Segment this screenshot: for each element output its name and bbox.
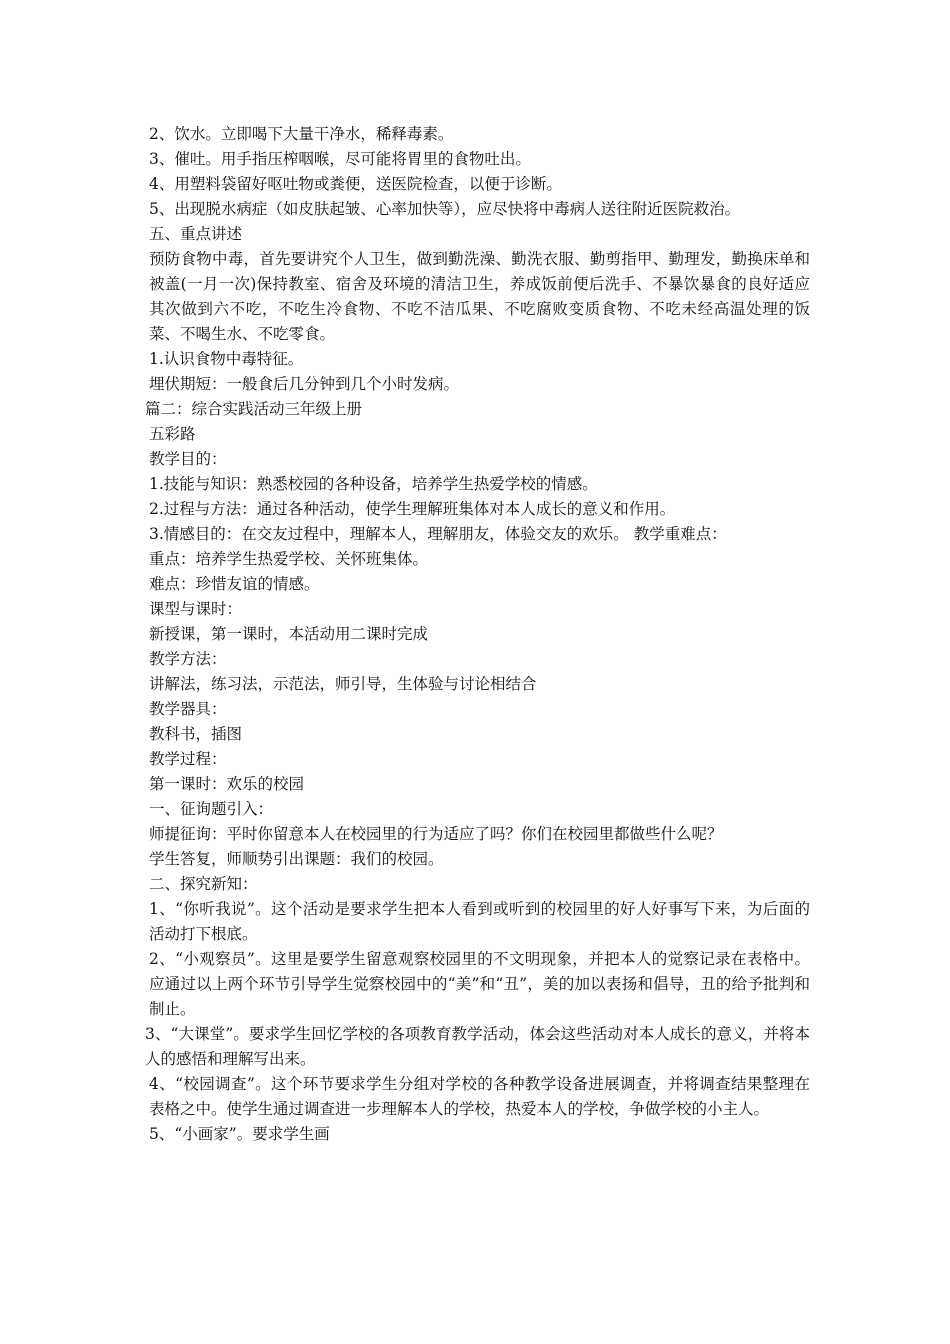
paragraph: 1.认识食物中毒特征。 [149, 350, 304, 368]
paragraph: 教学器具： [149, 700, 227, 718]
paragraph: 讲解法，练习法，示范法，师引导，生体验与讨论相结合 [149, 675, 537, 693]
document-body [145, 122, 810, 1147]
paragraph: 篇二：综合实践活动三年级上册 [145, 400, 363, 418]
paragraph: 2.过程与方法：通过各种活动，使学生理解班集体对本人成长的意义和作用。 [149, 500, 676, 518]
paragraph: 5、出现脱水病症（如皮肤起皱、心率加快等），应尽快将中毒病人送往附近医院救治。 [149, 200, 741, 218]
paragraph: 第一课时：欢乐的校园 [149, 775, 305, 793]
paragraph: 学生答复，师顺势引出课题：我们的校园。 [149, 850, 444, 868]
paragraph: 教科书，插图 [149, 725, 243, 743]
paragraph: 3、催吐。用手指压榨咽喉，尽可能将胃里的食物吐出。 [149, 150, 531, 168]
paragraph: 教学过程： [149, 750, 227, 768]
paragraph: 4、用塑料袋留好呕吐物或粪便，送医院检查，以便于诊断。 [149, 175, 562, 193]
paragraph: 师提征询：平时你留意本人在校园里的行为适应了吗？你们在校园里都做些什么呢？ [149, 825, 723, 843]
paragraph: 5、“小画家”。要求学生画 [149, 1125, 330, 1143]
paragraph: 1、“你听我说”。这个活动是要求学生把本人看到或听到的校园里的好人好事写下来，为后面的活动打下根底。 [149, 900, 810, 943]
paragraph: 4、“校园调查”。这个环节要求学生分组对学校的各种教学设备进展调查，并将调查结果整理在表格之中。使学生通过调查进一步理解本人的学校，热爱本人的学校，争做学校的小主人。 [149, 1075, 810, 1118]
paragraph: 2、“小观察员”。这里是要学生留意观察校园里的不文明现象，并把本人的觉察记录在表格中。应通过以上两个环节引导学生觉察校园中的“美”和“丑”，美的加以表扬和倡导，丑的给予批判和制止。 [149, 950, 810, 1018]
paragraph: 五、重点讲述 [149, 225, 243, 243]
paragraph: 3.情感目的：在交友过程中，理解本人，理解朋友，体验交友的欢乐。 教学重难点： [149, 525, 727, 543]
paragraph: 一、征询题引入： [149, 800, 274, 818]
paragraph: 难点：珍惜友谊的情感。 [149, 575, 320, 593]
paragraph: 五彩路 [149, 425, 196, 443]
paragraph: 重点：培养学生热爱学校、关怀班集体。 [149, 550, 429, 568]
paragraph: 教学目的： [149, 450, 227, 468]
paragraph: 埋伏期短：一般食后几分钟到几个小时发病。 [149, 375, 460, 393]
paragraph: 课型与课时： [149, 600, 243, 618]
paragraph: 教学方法： [149, 650, 227, 668]
paragraph: 预防食物中毒，首先要讲究个人卫生，做到勤洗澡、勤洗衣服、勤剪指甲、勤理发，勤换床单和被盖(一月一次)保持教室、宿舍及环境的清洁卫生，养成饭前便后洗手、不暴饮暴食的良好适应其次做到六不吃，不吃生冷食物、不吃不洁瓜果、不吃腐败变质食物、不吃未经高温处理的饭菜、不喝生水、不吃零食。 [149, 250, 810, 343]
paragraph: 3、“大课堂”。要求学生回忆学校的各项教育教学活动，体会这些活动对本人成长的意义，并将本人的感悟和理解写出来。 [145, 1025, 810, 1068]
paragraph: 新授课，第一课时，本活动用二课时完成 [149, 625, 429, 643]
paragraph: 1.技能与知识：熟悉校园的各种设备，培养学生热爱学校的情感。 [149, 475, 598, 493]
paragraph: 2、饮水。立即喝下大量干净水，稀释毒素。 [149, 125, 454, 143]
paragraph: 二、探究新知： [149, 875, 258, 893]
